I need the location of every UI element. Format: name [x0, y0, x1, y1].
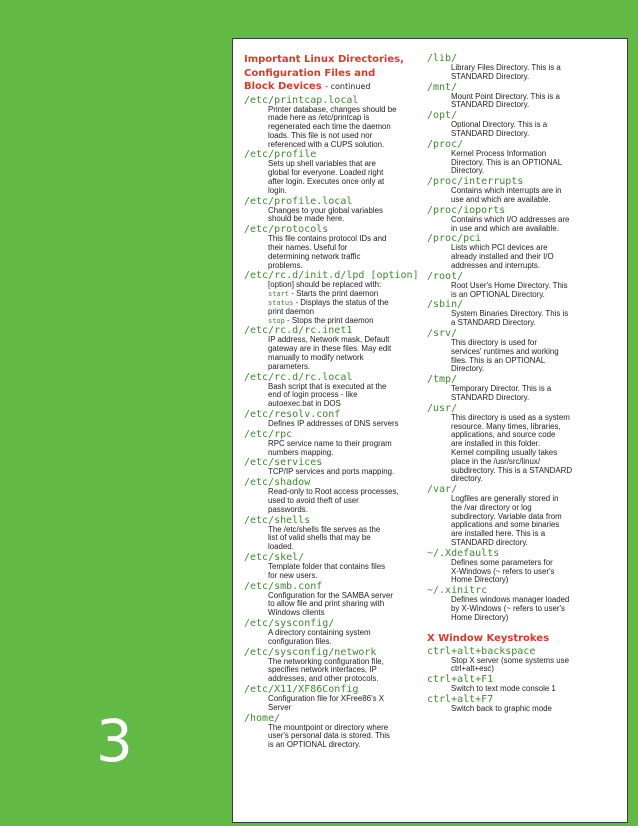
left-column: [244, 53, 419, 750]
entry: [427, 299, 593, 328]
entry-path: ctrl+alt+F7: [427, 694, 494, 706]
heading-line-3: [244, 80, 416, 94]
entry: [244, 515, 416, 552]
entry-description-line: their names. Useful for: [268, 243, 348, 253]
entry-description-line: gateway are in these files. May edit: [268, 344, 392, 354]
entry-description-line: Home Directory): [451, 575, 509, 585]
entry-description-line: parameters.: [268, 361, 311, 371]
entry-description-line: is an OPTIONAL directory.: [268, 740, 361, 750]
entry-description-line: ctrl+alt+esc): [451, 664, 494, 674]
entry-description-line: Changes to your global variables: [268, 205, 383, 215]
entry-path: /etc/rpc: [244, 428, 293, 440]
entry: [244, 618, 416, 647]
entry-description-line: Server: [268, 702, 292, 712]
entry-description-line: Template folder that contains files: [268, 561, 386, 571]
section-heading: [244, 53, 416, 94]
entry-description-line: subdirectory. Variable data from: [451, 511, 562, 521]
entry-description-line: Contains which I/O addresses are: [451, 214, 570, 224]
entry-description-line: used to avoid theft of user: [268, 496, 359, 505]
entry-path: ~/.xinitrc: [427, 585, 488, 597]
lpd-option-keyword: stop: [268, 316, 285, 325]
entry: [427, 674, 593, 694]
entry-description-line: the /var directory or log: [451, 502, 532, 512]
entry-description-line: Printer database, changes should be: [268, 104, 397, 114]
entry-description-line: Kernel Process Information: [451, 148, 547, 158]
entry: [244, 196, 416, 225]
entry-description-line: applications and some binaries: [451, 520, 560, 530]
entry-description-line: STANDARD directory.: [451, 538, 528, 548]
entry-path: /etc/printcap.local: [244, 94, 359, 106]
entry-path: /proc/: [427, 138, 464, 150]
lpd-option-text: - Stops the print daemon: [284, 315, 374, 325]
entry-description-line: loaded.: [268, 542, 294, 552]
entry-path: /proc/pci: [427, 233, 482, 245]
entry-description-line: Home Directory): [451, 612, 509, 622]
entry-description-line: a STANDARD Directory.: [451, 318, 536, 328]
entry: [427, 646, 593, 675]
lpd-option-keyword: status: [268, 299, 294, 308]
entry-description-line: determining network traffic: [268, 251, 361, 261]
entry-description-line: STANDARD Directory.: [451, 71, 530, 81]
entry-description-line: IP address, Network mask, Default: [268, 335, 390, 345]
entry-description-line: to allow file and print sharing with: [268, 599, 385, 609]
entry-description-line: Read-only to Root access processes,: [268, 487, 399, 497]
entry: [427, 139, 593, 176]
entry-description-line: RPC service name to their program: [268, 438, 392, 448]
entry: [244, 270, 419, 325]
entry-description-line: Directory. This is an OPTIONAL: [451, 157, 563, 167]
entry-description-line: The mountpoint or directory where: [268, 722, 389, 732]
entry: [244, 713, 416, 750]
entry-path: /srv/: [427, 327, 458, 339]
entry: [427, 110, 593, 139]
entry-description-line: Directory.: [451, 166, 485, 176]
entry-description-line: by X-Windows (~ refers to user's: [451, 604, 565, 614]
entry: [427, 548, 593, 585]
page-number: 3: [96, 707, 133, 775]
entry-description-line: This file contains protocol IDs and: [268, 234, 387, 244]
entry: [427, 205, 593, 234]
entry: [427, 271, 593, 300]
right-entry-list: [427, 53, 593, 623]
entry: [244, 477, 416, 514]
entry-description-line: A directory containing system: [268, 627, 371, 637]
entry: [427, 53, 593, 82]
heading-line-1: Important Linux Directories,: [244, 54, 404, 65]
entry-description-line: STANDARD Directory.: [451, 392, 530, 402]
lpd-option-keyword: start: [268, 290, 290, 299]
entry-description-line: files. This is an OPTIONAL: [451, 355, 546, 365]
entry-description-line: are installed here. This is a: [451, 529, 546, 539]
heading-line-2: Configuration Files and: [244, 67, 376, 79]
entry: [244, 149, 416, 195]
entry-description-line: Temporary Director. This is a: [451, 384, 552, 394]
entry-description-line: global for everyone. Loaded right: [268, 168, 384, 178]
entry-description-line: directory.: [451, 474, 483, 484]
entry-description-line: Mount Point Directory. This is a: [451, 91, 560, 101]
entry-description-line: after login. Executes once only at: [268, 177, 385, 187]
entry-path: ctrl+alt+backspace: [427, 645, 536, 657]
entry-description-line: is an OPTIONAL Directory.: [451, 289, 545, 299]
entry-description-line: problems.: [268, 260, 303, 270]
entry-path: /etc/X11/XF86Config: [244, 683, 359, 695]
entry-description-line: place in the /usr/src/linux/: [451, 456, 541, 466]
entry-description-line: Bash script that is executed at the: [268, 381, 387, 391]
lpd-option-text: - Displays the status of the: [293, 298, 389, 308]
entry: [244, 325, 416, 371]
continued-label: - continued: [325, 82, 371, 91]
entry-description-line: autoexec.bat in DOS: [268, 399, 341, 409]
entry-path: /etc/skel/: [244, 551, 305, 563]
entry: [427, 403, 593, 484]
entry-description-line: end of login process - like: [268, 390, 358, 400]
entry-description-line: Configuration file for XFree86's X: [268, 693, 384, 703]
entry-path: /usr/: [427, 402, 458, 414]
entry-description-line: user's personal data is stored. This: [268, 731, 390, 741]
entry-path: /etc/protocols: [244, 224, 329, 236]
entry-description-line: use and which are available.: [451, 194, 551, 204]
entry-description-line: System Binaries Directory. This is: [451, 309, 569, 319]
entry-description-line: Defines IP addresses of DNS servers: [268, 419, 399, 429]
entry-description-line: subdirectory. This is a STANDARD: [451, 465, 573, 475]
entry-description-line: The networking configuration file,: [268, 656, 384, 666]
entry-path: /etc/rc.d/rc.local: [244, 371, 353, 383]
entry-description-line: This directory is used as a system: [451, 412, 570, 422]
entry-description-line: [option] should be replaced with:: [268, 280, 382, 290]
entry: [427, 176, 593, 205]
entry-path: ctrl+alt+F1: [427, 674, 494, 686]
entry: [244, 429, 416, 458]
entry: [427, 484, 593, 548]
entry-description-line: specifies network interfaces, IP: [268, 665, 377, 675]
right-column: [427, 53, 593, 714]
entry: [427, 374, 593, 403]
entry: [427, 233, 593, 270]
entry: [244, 372, 416, 409]
entry-path: ~/.Xdefaults: [427, 547, 500, 559]
entry-path: /etc/profile.local: [244, 195, 353, 207]
entry-description-line: Configuration for the SAMBA server: [268, 590, 393, 600]
entry-path: /etc/rc.d/rc.inet1: [244, 325, 353, 337]
entry-description-line: Lists which PCI devices are: [451, 243, 548, 253]
entry-description-line: Defines windows manager loaded: [451, 595, 570, 605]
entry-description-line: regenerated each time the daemon: [268, 122, 391, 132]
entry-description-line: resource. Many times, libraries,: [451, 421, 561, 431]
reference-sheet: [232, 38, 628, 823]
entry-description-line: should be made here.: [268, 214, 345, 224]
left-entry-list: [244, 94, 419, 750]
lpd-option-text: print daemon: [268, 306, 315, 316]
entry-path: /etc/sysconfig/: [244, 617, 335, 629]
entry-path: /proc/ioports: [427, 204, 506, 216]
x-window-title: X Window Keystrokes: [427, 632, 550, 644]
lpd-option-line: [268, 317, 416, 326]
entry-description-line: list of valid shells that may be: [268, 533, 371, 543]
entry-description-line: Logfiles are generally stored in: [451, 494, 559, 504]
entry-path: /etc/services: [244, 457, 323, 469]
entry-path: /etc/resolv.conf: [244, 409, 341, 421]
entry-description-line: in use and which are available.: [451, 223, 559, 233]
heading-line-3-text: Block Devices: [244, 81, 322, 92]
entry-description-line: Directory.: [451, 364, 485, 374]
entry-description-line: Stop X server (some systems use: [451, 655, 569, 665]
entry-description-line: applications, and source code: [451, 430, 556, 440]
entry-description-line: made here as /etc/printcap is: [268, 113, 370, 123]
entry-path: /etc/smb.conf: [244, 580, 323, 592]
entry-path: /sbin/: [427, 299, 464, 311]
entry-path: /lib/: [427, 53, 458, 64]
entry-description-line: Kernel compiling usually takes: [451, 447, 558, 457]
entry-description-line: This directory is used for: [451, 337, 537, 347]
entry-description-line: addresses and interrupts.: [451, 260, 541, 270]
entry-description-line: Root User's Home Directory. This: [451, 280, 568, 290]
entry-description-line: X-Windows (~ refers to user's: [451, 566, 555, 576]
entry: [244, 684, 416, 713]
entry-description-line: services' runtimes and working: [451, 346, 559, 356]
entry-path: /tmp/: [427, 374, 458, 386]
entry-description-line: TCP/IP services and ports mapping.: [268, 467, 395, 477]
entry: [244, 647, 416, 684]
x-window-keystroke-list: [427, 646, 593, 714]
entry-description-line: are installed in this folder.: [451, 439, 541, 449]
entry-description-line: configuration files.: [268, 636, 332, 646]
entry-description-line: addresses, and other protocols.: [268, 674, 379, 684]
entry: [244, 224, 416, 270]
entry: [244, 581, 416, 618]
entry-path: /proc/interrupts: [427, 176, 524, 188]
entry-description-line: login.: [268, 185, 287, 195]
entry: [427, 585, 593, 622]
entry-path: /var/: [427, 484, 458, 496]
entry-description-line: loads. This file is not used nor: [268, 130, 373, 140]
entry-path: /mnt/: [427, 81, 458, 93]
entry-description-line: already installed and their I/O: [451, 252, 554, 262]
entry-description-line: referenced with a CUPS solution.: [268, 139, 385, 149]
entry-description-line: Windows clients: [268, 608, 325, 618]
entry-path: /etc/sysconfig/network: [244, 646, 377, 658]
entry-description-line: Optional Directory. This is a: [451, 120, 548, 130]
entry: [427, 694, 593, 714]
entry-description-line: STANDARD Directory.: [451, 100, 530, 110]
entry-path: /home/: [244, 712, 281, 724]
entry-description-line: Contains which interrupts are in: [451, 186, 562, 196]
entry-description-line: manually to modify network: [268, 353, 364, 363]
entry-description-line: numbers mapping.: [268, 447, 334, 457]
entry: [244, 409, 416, 429]
entry-description-line: Switch back to graphic mode: [451, 704, 552, 714]
entry-path: /etc/shells: [244, 514, 311, 526]
entry-description-line: passwords.: [268, 504, 308, 514]
entry: [244, 552, 416, 581]
entry: [244, 457, 416, 477]
entry-description-line: Sets up shell variables that are: [268, 159, 376, 169]
entry-description-line: STANDARD Directory.: [451, 128, 530, 138]
entry-description-line: The /etc/shells file serves as the: [268, 524, 381, 534]
entry: [427, 328, 593, 374]
entry-description-line: Switch to text mode console 1: [451, 684, 556, 694]
entry-path: /etc/rc.d/init.d/lpd [option]: [244, 270, 419, 282]
entry-path: /etc/shadow: [244, 477, 311, 489]
entry-path: /opt/: [427, 110, 458, 122]
entry-description-line: Defines some parameters for: [451, 557, 553, 567]
entry-path: /root/: [427, 270, 464, 282]
entry: [427, 82, 593, 111]
entry-description-line: for new users.: [268, 570, 318, 580]
entry-path: /etc/profile: [244, 149, 317, 161]
entry: [244, 95, 416, 150]
lpd-option-text: - Starts the print daemon: [289, 289, 379, 299]
entry-description-line: Library Files Directory. This is a: [451, 63, 561, 72]
